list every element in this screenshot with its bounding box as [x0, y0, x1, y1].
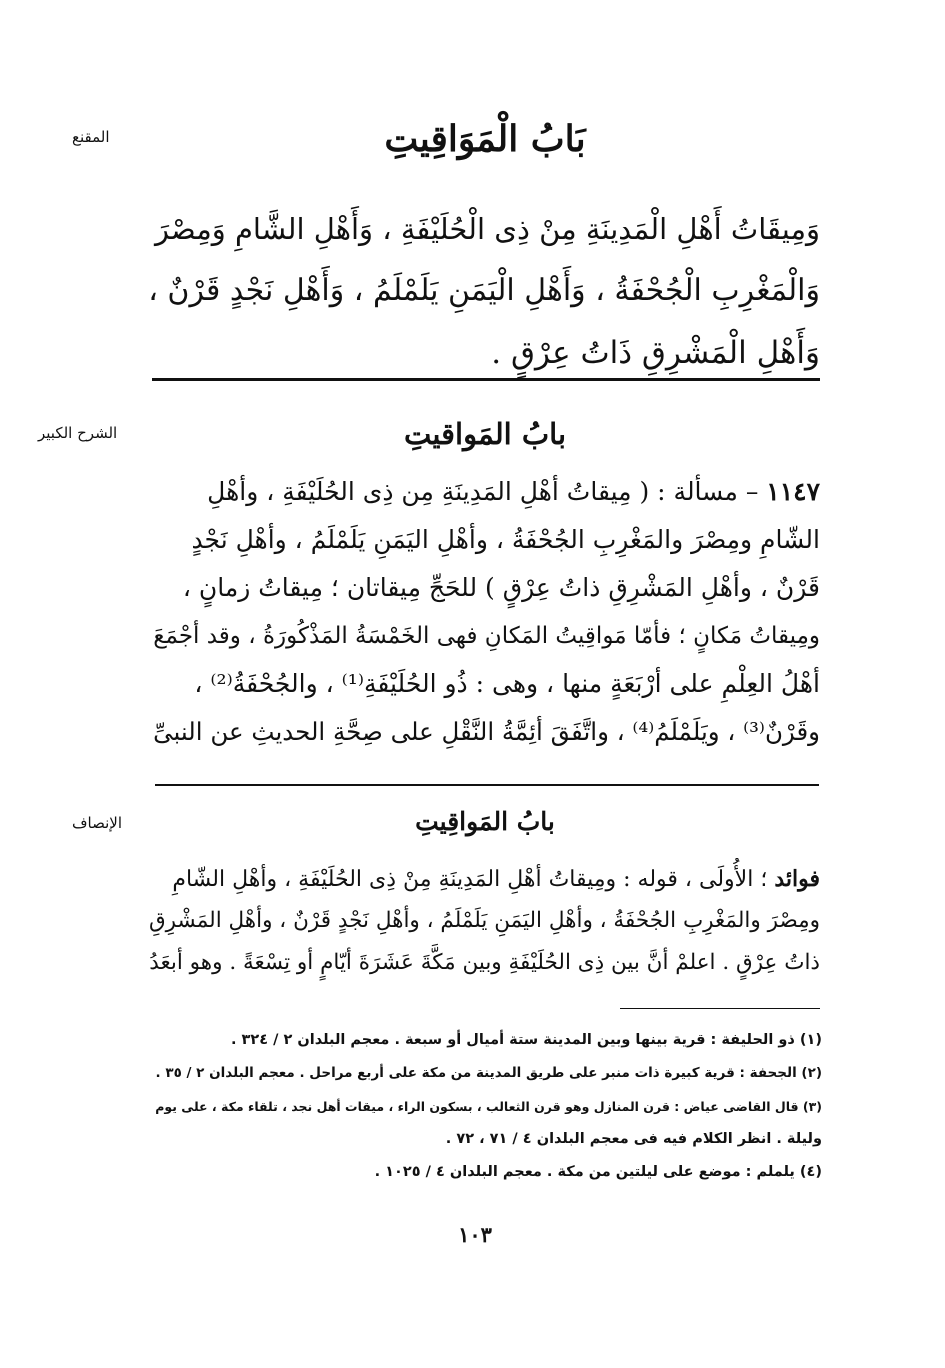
text-line-content: – مسألة : ( مِيقاتُ أهْلِ المَدِينَةِ مِن ذِى الحُلَيْفَةِ ، وأهْلِ: [207, 477, 759, 506]
footnote: وليلة . انظر الكلام فيه فى معجم البلدان ٤ / ٧١ ، ٧٢ .: [445, 1131, 822, 1147]
footnote: (١) ذو الحليفة : قرية بينها وبين المدينة ستة أميال أو سبعة . معجم البلدان ٢ / ٣٢٤ .: [230, 1032, 822, 1048]
section-title-sharh: بابُ المَواقيتِ: [403, 417, 567, 451]
issue-number: ١١٤٧: [766, 477, 820, 506]
text-line: الشّامِ ومِصْرَ والمَغْرِبِ الجُحْفَةُ ، وأهْلِ اليَمَنِ يَلَمْلَمُ ، وأهْلِ نَجْدٍ: [191, 525, 820, 554]
text-line-content: ؛ الأُولَى ، قوله : ومِيقاتُ أهْلِ المَدِينَةِ مِنْ ذِى الحُلَيْفَةِ ، وأهْلِ الشّامِ: [172, 867, 768, 892]
text-line: وقَرْنٌ⁽³⁾ ، ويَلَمْلَمُ⁽⁴⁾ ، واتَّفَقَ أئِمَّةُ النَّقْلِ على صِحَّةِ الحديثِ عن النبىِّ: [153, 717, 820, 746]
section-label-muqni: المقنع: [72, 128, 110, 146]
muqni-text: [148, 198, 820, 384]
page-number: ١٠٣: [458, 1222, 492, 1247]
text-line: أهْلُ العِلْمِ على أرْبَعَةٍ منها ، وهى : ذُو الحُلَيْفَةِ⁽¹⁾ ، والجُحْفَةُ⁽²⁾ ،: [194, 669, 820, 698]
text-line: ومِيقاتُ مَكانٍ ؛ فأمّا مَواقِيتُ المَكانِ فهى الخَمْسَةُ المَذْكُورَةُ ، وقد أجْمَعَ: [153, 623, 820, 649]
text-line: وَمِيقَاتُ أَهْلِ الْمَدِينَةِ مِنْ ذِى الْحُلَيْفَةِ ، وَأَهْلِ الشَّامِ وَمِصْرَ: [155, 212, 820, 246]
text-line: [148, 468, 820, 516]
footnote-separator: [620, 1008, 820, 1009]
text-line: ذاتُ عِرْقٍ . اعلمْ أنَّ بين ذِى الحُلَيْفَةِ وبين مَكَّةَ عَشَرَةَ أيّامٍ أو تِسْعَةً . وهو أبعَدُ: [149, 950, 820, 975]
lead-word: فوائد: [774, 866, 820, 892]
text-line: وَأَهْلِ الْمَشْرِقِ ذَاتُ عِرْقٍ .: [491, 335, 820, 371]
footnote: (٣) قال القاضى عياض : قرن المنازل وهو قرن الثعالب ، بسكون الراء ، ميقات أهل نجد ، تلقاء مكة ، على يوم: [155, 1099, 822, 1114]
section-label-insaf: الإنصاف: [72, 814, 123, 832]
text-line: ومِصْرَ والمَغْرِبِ الجُحْفَةُ ، وأهْلِ اليَمَنِ يَلَمْلَمُ ، وأهْلِ نَجْدٍ قَرْنٌ ، وأهْلِ المَشْرِقِ: [148, 908, 820, 933]
text-line: قَرْنٌ ، وأهْلِ المَشْرِقِ ذاتُ عِرْقٍ ) للحَجِّ مِيقاتان ؛ مِيقاتُ زمانٍ ،: [182, 573, 820, 602]
section-label-sharh: الشرح الكبير: [38, 424, 118, 442]
section-divider: [152, 378, 820, 381]
footnote: (٢) الجحفة : قرية كبيرة ذات منبر على طريق المدينة من مكة على أربع مراحل . معجم البلدان ٢ / ٣٥ .: [155, 1065, 822, 1081]
text-line: وَالْمَغْرِبِ الْجُحْفَةُ ، وَأَهْلِ الْيَمَنِ يَلَمْلَمُ ، وَأَهْلِ نَجْدٍ قَرْنٌ ،: [148, 273, 820, 308]
footnote: (٤) يلملم : موضع على ليلتين من مكة . معجم البلدان ٤ / ١٠٢٥ .: [374, 1164, 822, 1180]
section-divider: [155, 784, 819, 786]
text-line: [148, 858, 820, 900]
section-title-muqni: بَابُ الْمَوَاقِيتِ: [384, 118, 586, 160]
section-title-insaf: بابُ المَواقِيتِ: [415, 807, 555, 836]
sharh-text: [148, 468, 820, 756]
footnotes: [150, 1024, 822, 1189]
insaf-text: [148, 858, 820, 984]
